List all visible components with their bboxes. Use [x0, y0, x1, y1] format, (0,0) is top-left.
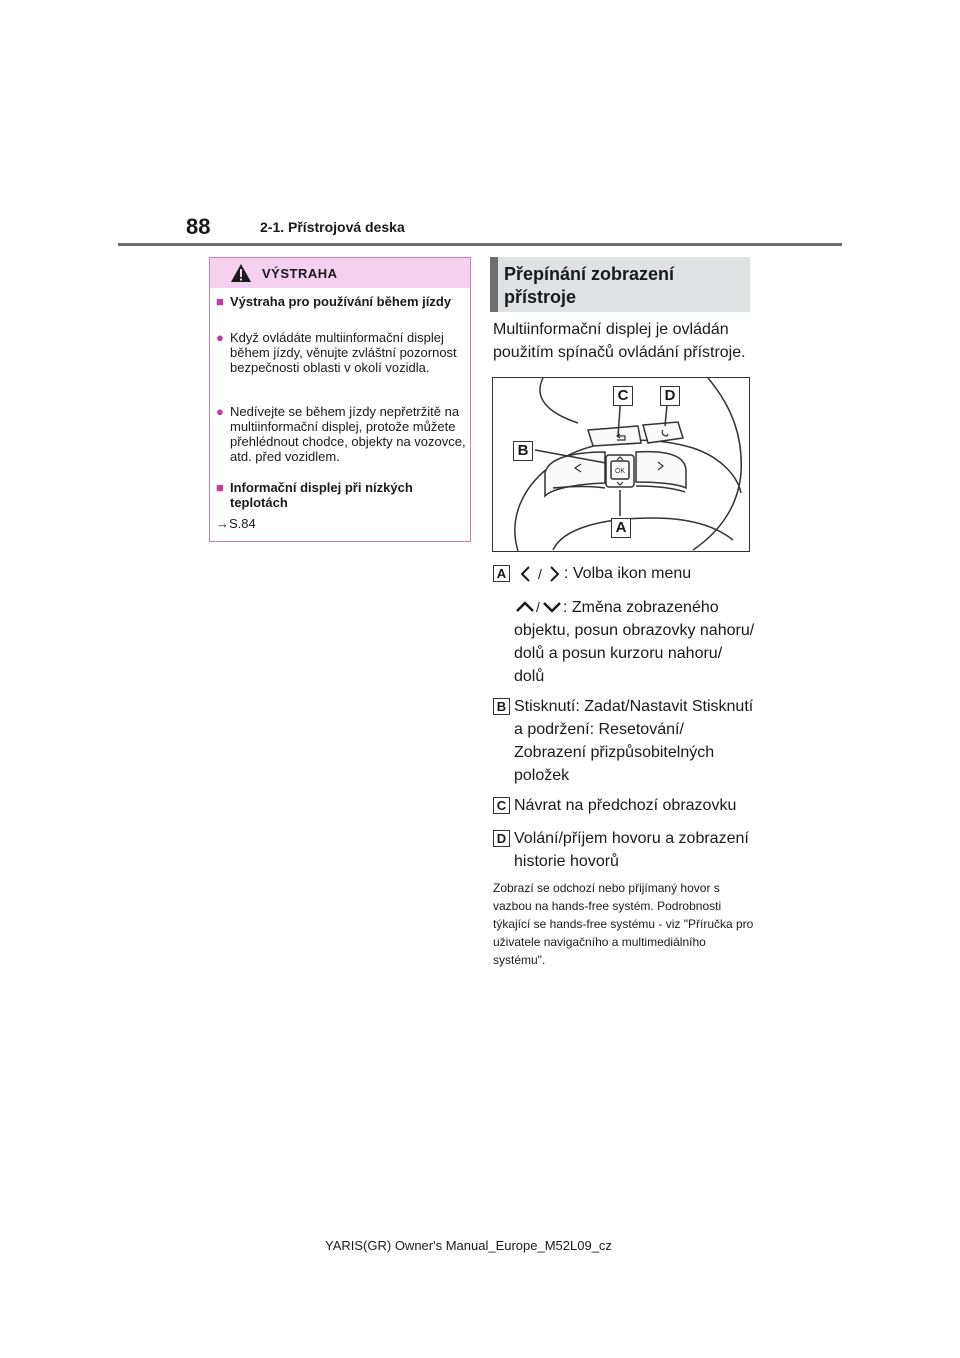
label-c: C — [613, 386, 633, 406]
warning-triangle-icon — [230, 263, 252, 283]
chevron-right-icon — [551, 567, 558, 581]
warning-bullet — [216, 330, 466, 375]
description-b: Stisknutí: Zadat/Nastavit Stisknutí a podržení: Resetování/ Zobrazení přizpůsobitelných položek — [514, 698, 754, 784]
intro-text: Multiinformační displej je ovládán použitím spínačů ovládání přístroje. — [493, 321, 746, 361]
label-d: D — [660, 386, 680, 406]
warning-heading — [216, 480, 466, 510]
square-bullet-icon: ■ — [216, 480, 224, 495]
warning-title: VÝSTRAHA — [262, 266, 338, 281]
description-d: Volání/příjem hovoru a zobrazení historie hovorů — [514, 830, 749, 870]
label-d-marker: D — [493, 830, 510, 847]
warning-reference — [216, 516, 466, 531]
page-reference: →S.84 — [216, 516, 256, 531]
steering-switch-illustration — [492, 377, 750, 552]
warning-box — [209, 257, 471, 542]
warning-bullet — [216, 404, 466, 464]
section-title: 2-1. Přístrojová deska — [260, 219, 405, 235]
square-bullet-icon: ■ — [216, 294, 224, 309]
svg-text:/: / — [538, 566, 542, 582]
warning-heading — [216, 294, 466, 309]
warning-bullet-text: Nedívejte se během jízdy nepřetržitě na multiinformační displej, protože můžete přehlédnout chodce, objekty na vozovce, atd. před vozidlem. — [230, 404, 466, 464]
topic-title: Přepínání zobrazení přístroje — [504, 264, 675, 307]
page-number: 88 — [186, 214, 211, 239]
warning-heading-text: Výstraha pro používání během jízdy — [230, 294, 452, 309]
description-a-2: : Změna zobrazeného objektu, posun obrazovky nahoru/ dolů a posun kurzoru nahoru/ dolů — [514, 599, 755, 685]
footer: YARIS(GR) Owner's Manual_Europe_M52L09_cz — [325, 1238, 612, 1253]
description-a-1: : Volba ikon menu — [564, 565, 692, 582]
round-bullet-icon: ● — [216, 330, 224, 345]
round-bullet-icon: ● — [216, 404, 224, 419]
label-b: B — [513, 441, 533, 461]
label-a: A — [611, 518, 631, 538]
warning-bullet-text: Když ovládáte multiinformační displej během jízdy, věnujte zvláštní pozornost bezpečnosti oblasti v okolí vozidla. — [230, 330, 457, 375]
topic-header — [490, 257, 750, 312]
warning-heading-text: Informační displej při nízkých teplotách — [230, 480, 413, 510]
label-b-marker: B — [493, 698, 510, 715]
ok-label: OK — [614, 468, 626, 475]
label-c-marker: C — [493, 797, 510, 814]
description-c: Návrat na předchozí obrazovku — [514, 797, 737, 814]
svg-text:/: / — [536, 599, 540, 615]
label-a-marker: A — [493, 565, 510, 582]
header-rule — [118, 243, 842, 246]
footnote: Zobrazí se odchozí nebo přijímaný hovor s vazbou na hands-free systém. Podrobnosti týkající se hands-free systému - viz "Příručka pro uživatele navigačního a multimediálního systému". — [493, 881, 754, 967]
warning-header — [210, 258, 470, 288]
topic-bar — [490, 257, 498, 312]
chevron-left-icon — [522, 567, 529, 581]
